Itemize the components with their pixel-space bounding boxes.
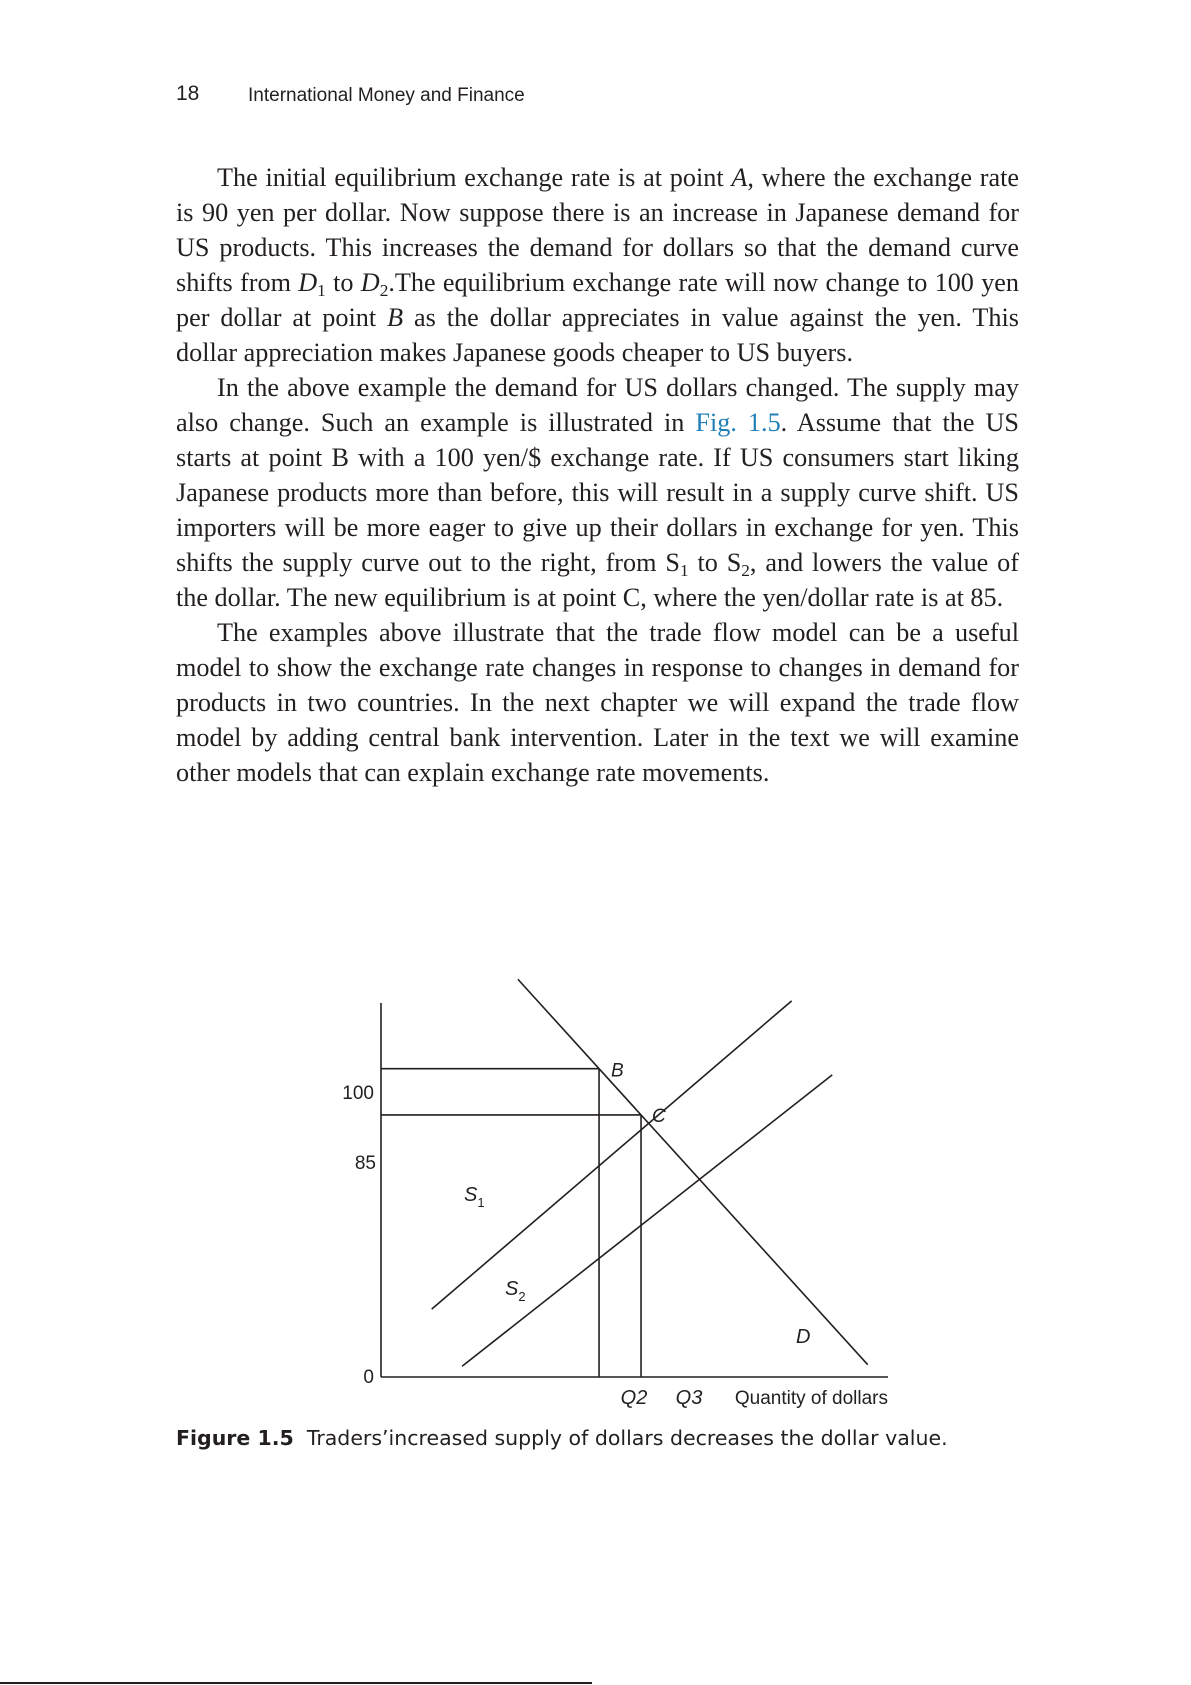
demand-curve-d bbox=[518, 979, 868, 1364]
paragraph-1: The initial equilibrium exchange rate is at point A, where the exchange rate is 90 yen per dollar. Now suppose there is an increase in Japanese demand for US products. This increases the demand for dollars so that the demand curve shifts from $D_1$ to $D_2.The$ equilibrium exchange rate will now change to 100 yen per dollar at point B as the dollar appreciates in value against the yen. This dollar appreciation makes Japanese goods cheaper to US buyers. bbox=[176, 163, 1020, 367]
running-head: International Money and Finance bbox=[248, 85, 525, 106]
curve-label-s1: $S_1$ bbox=[464, 1184, 485, 1210]
y-tick-0: 0 bbox=[363, 1367, 374, 1388]
curve-label-s2: $S_2$ bbox=[505, 1278, 526, 1304]
caption-text: Traders’increased supply of dollars decreases the dollar value. bbox=[306, 1426, 948, 1450]
caption-label: Figure 1.5 bbox=[176, 1426, 294, 1450]
point-b-label: B bbox=[611, 1060, 624, 1082]
y-tick-100: 100 bbox=[342, 1083, 374, 1104]
supply-curve-s1 bbox=[432, 1001, 792, 1309]
page-number: 18 bbox=[176, 82, 200, 105]
y-tick-85: 85 bbox=[354, 1153, 376, 1174]
x-axis-label: Quantity of dollars bbox=[734, 1388, 888, 1409]
figure-caption bbox=[176, 1426, 1076, 1450]
footer-rule bbox=[0, 1682, 592, 1684]
curve-label-d: D bbox=[796, 1326, 811, 1348]
supply-curve-s2 bbox=[462, 1075, 832, 1366]
figure-reference-link[interactable]: Fig. 1.5 bbox=[695, 408, 781, 437]
x-tick-q2: Q2 bbox=[620, 1387, 648, 1409]
paragraph-3: The examples above illustrate that the trade flow model can be a useful model to show the exchange rate changes in response to changes in demand for products in two countries. In the next chapter we will expand the trade flow model by adding central bank intervention. Later in the text we will examine other models that can explain exchange rate movements. bbox=[176, 618, 1019, 787]
point-c-label: C bbox=[652, 1105, 666, 1127]
paragraph-2: In the above example the demand for US dollars changed. The supply may also change. Such an example is illustrated in Fig. 1.5. Assume that the US starts at point B with a 100 yen/$ exchange rate. If US consumers start liking Japanese products more than before, this will result in a supply curve shift. US importers will be more eager to give up their dollars in exchange for yen. This shifts the supply curve out to the right, from $S_1$ to $S_2$, and lowers the value of the dollar. The new equilibrium is at point C, where the yen/dollar rate is at 85. bbox=[176, 373, 1019, 612]
x-tick-q3: Q3 bbox=[675, 1387, 703, 1409]
